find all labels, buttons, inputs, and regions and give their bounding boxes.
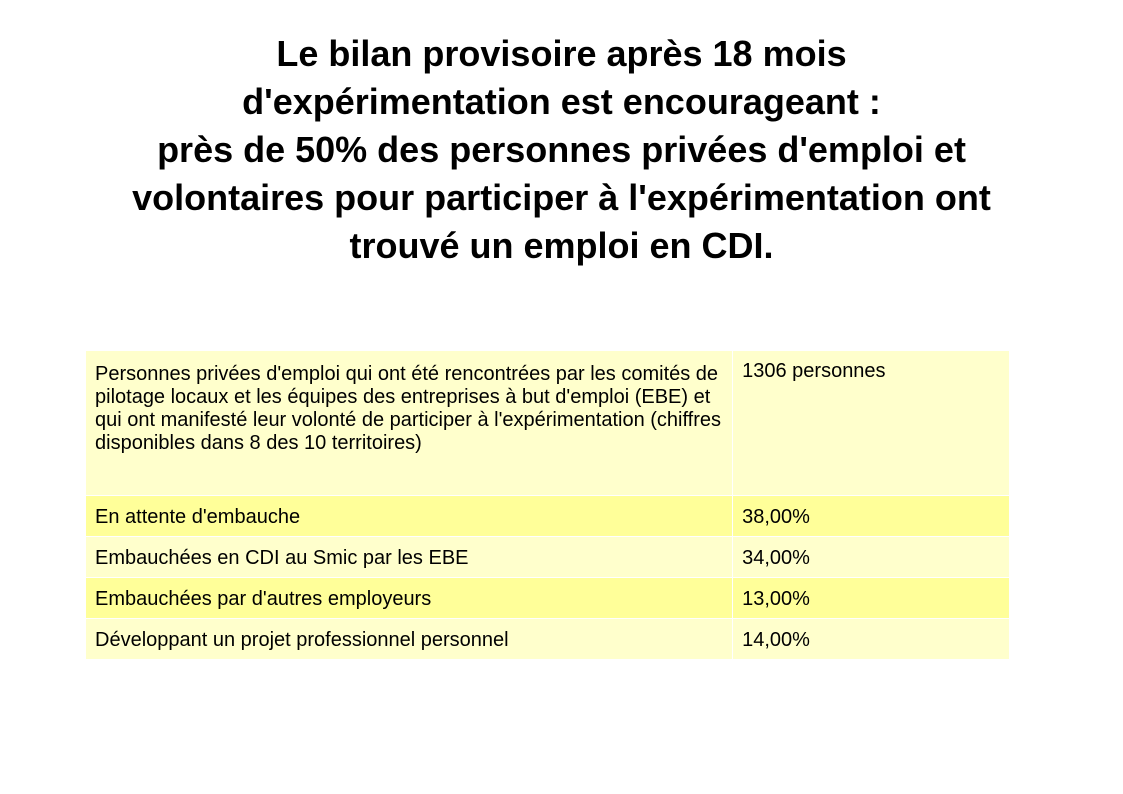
table-row-volunteers xyxy=(86,351,1009,495)
slide-title xyxy=(60,30,1063,270)
title-line-4: volontaires pour participer à l'expérimentation ont xyxy=(132,177,991,218)
title-line-2: d'expérimentation est encourageant : xyxy=(242,81,881,122)
results-table xyxy=(86,351,1009,659)
title-line-3: près de 50% des personnes privées d'emploi et xyxy=(157,129,966,170)
row-label-volunteers xyxy=(86,351,733,495)
row-value-hired-other: 13,00% xyxy=(733,577,1009,618)
row-value-waiting: 38,00% xyxy=(733,495,1009,536)
row-value-volunteers: 1306 personnes xyxy=(742,360,886,382)
table-row-waiting xyxy=(86,495,1009,536)
row-label-personal-project: Développant un projet professionnel personnel xyxy=(86,618,733,659)
table-row-hired-ebe xyxy=(86,536,1009,577)
row-label-waiting: En attente d'embauche xyxy=(86,495,733,536)
title-line-1: Le bilan provisoire après 18 mois xyxy=(276,33,847,74)
row-value-personal-project: 14,00% xyxy=(733,618,1009,659)
table-row-personal-project xyxy=(86,618,1009,659)
row-label-hired-ebe: Embauchées en CDI au Smic par les EBE xyxy=(86,536,733,577)
row-label-hired-other: Embauchées par d'autres employeurs xyxy=(86,577,733,618)
title-line-5: trouvé un emploi en CDI. xyxy=(349,225,774,266)
row-value-hired-ebe: 34,00% xyxy=(733,536,1009,577)
row-label-text: Personnes privées d'emploi qui ont été rencontrées par les comités de pilotage locaux et les équipes des entreprises à but d'emploi (EBE) et qui ont manifesté leur volonté de participer à l'expérimentation (chiffres disponibles dans 8 des 10 territoires) xyxy=(95,363,722,454)
table-row-hired-other xyxy=(86,577,1009,618)
